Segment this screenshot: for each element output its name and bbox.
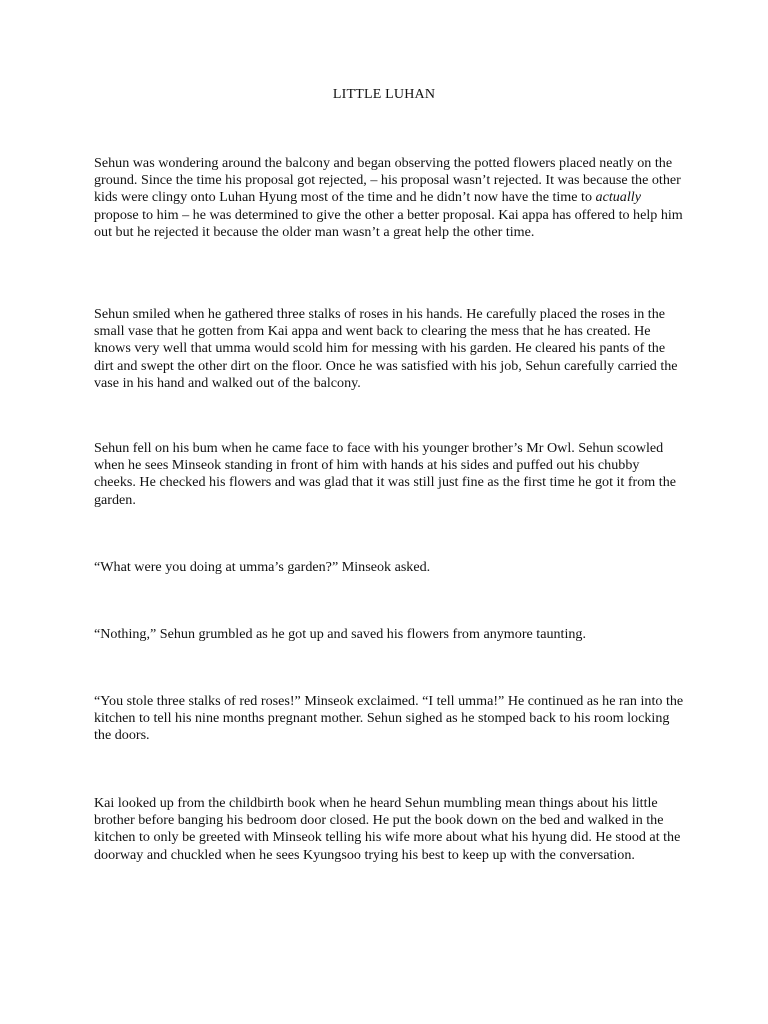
paragraph-6: “You stole three stalks of red roses!” Minseok exclaimed. “I tell umma!” He continued as he ran into the kitchen to tell his nine months pregnant mother. Sehun sighed as he stomped back to his room locking the doors. (94, 693, 684, 744)
paragraph-1-part-a: Sehun was wondering around the balcony and began observing the potted flowers placed neatly on the ground. Since the time his proposal got rejected, – his proposal wasn’t rejected. It was because the other kids were clingy onto Luhan Hyung most of the time and he didn’t now have the time to (94, 155, 681, 206)
paragraph-2: Sehun smiled when he gathered three stalks of roses in his hands. He carefully placed the roses in the small vase that he gotten from Kai appa and went back to clearing the mess that he has created. He knows very well that umma would scold him for messing with his garden. He cleared his pants of the dirt and swept the other dirt on the floor. Once he was satisfied with his job, Sehun carefully carried the vase in his hand and walked out of the balcony. (94, 306, 678, 391)
paragraph-3: Sehun fell on his bum when he came face to face with his younger brother’s Mr Owl. Sehun scowled when he sees Minseok standing in front of him with hands at his sides and puffed out his chubby cheeks. He checked his flowers and was glad that it was still just fine as the first time he got it from the garden. (94, 440, 677, 508)
paragraph-1 (94, 155, 684, 241)
document-title: LITTLE LUHAN (332, 87, 436, 102)
paragraph-5: “Nothing,” Sehun grumbled as he got up and saved his flowers from anymore taunting. (94, 626, 587, 642)
paragraph-4: “What were you doing at umma’s garden?” Minseok asked. (94, 559, 431, 575)
paragraph-1-emphasis: actually (595, 189, 641, 206)
paragraph-1-part-b: propose to him – he was determined to give the other a better proposal. Kai appa has offered to help him out but he rejected it because the older man wasn’t a great help the other time. (94, 206, 683, 240)
paragraph-7: Kai looked up from the childbirth book when he heard Sehun mumbling mean things about his little brother before banging his bedroom door closed. He put the book down on the bed and walked in the kitchen to only be greeted with Minseok telling his wife more about what his hyung did. He stood at the doorway and chuckled when he sees Kyungsoo trying his best to keep up with the conversation. (94, 795, 681, 863)
